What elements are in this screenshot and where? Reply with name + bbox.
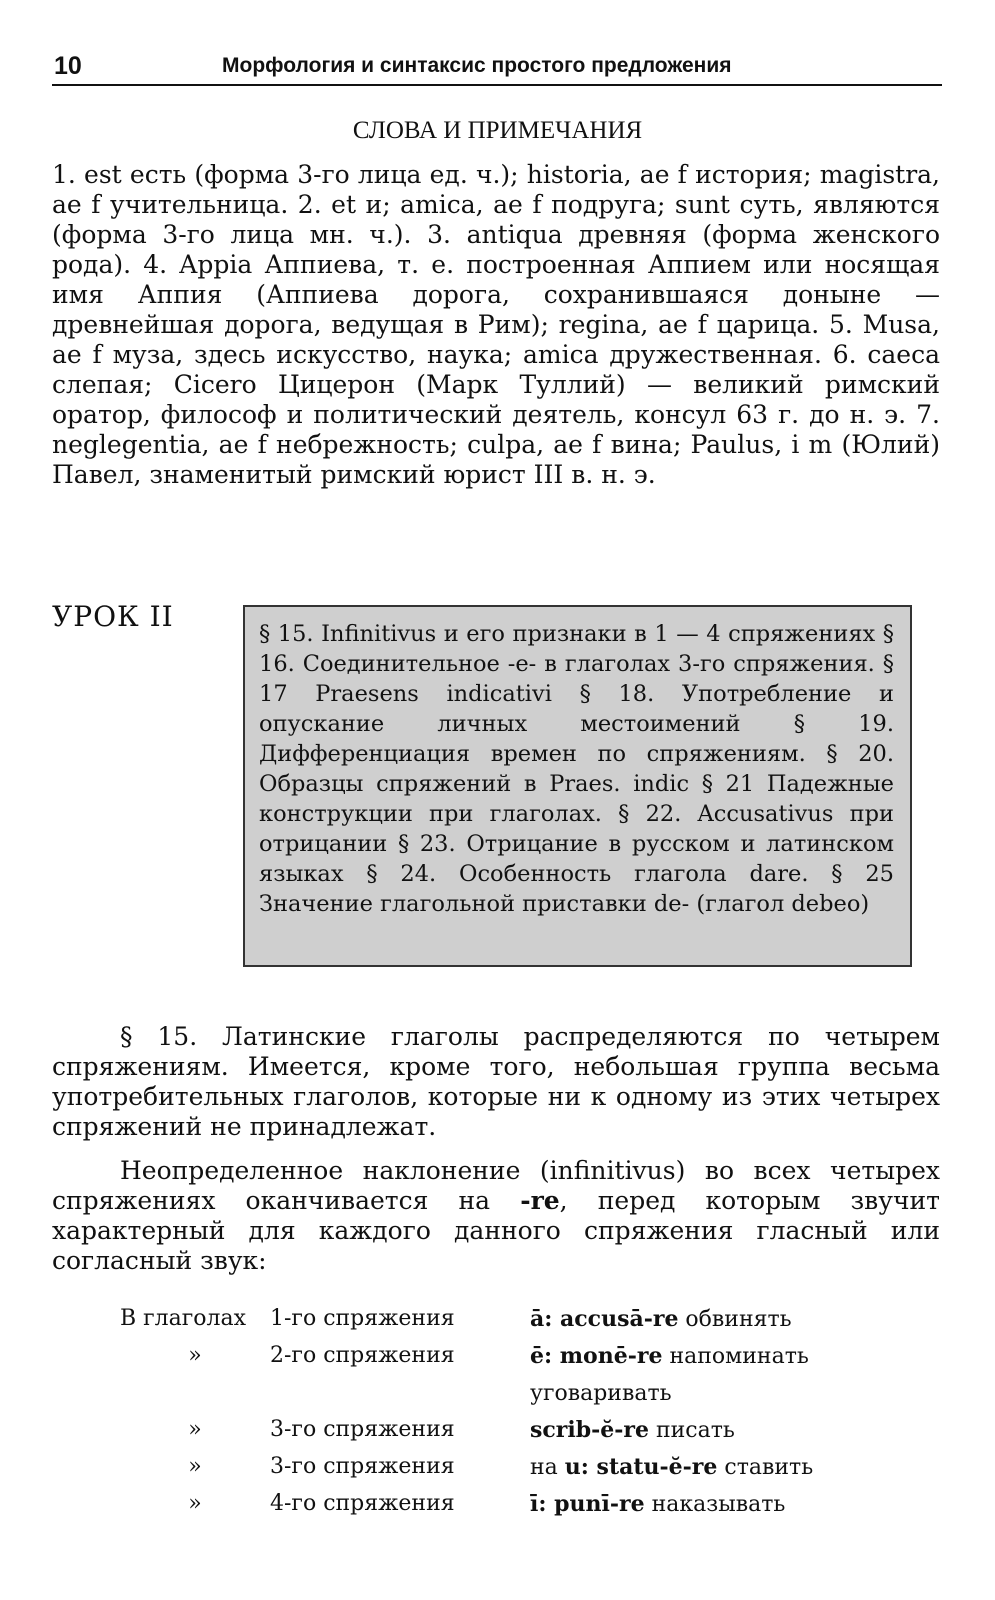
conj-row — [120, 1485, 870, 1522]
conj-name: 1-го спряжения — [270, 1306, 455, 1331]
conj-form: ē: monē-re — [530, 1342, 663, 1369]
conj-example — [530, 1300, 870, 1337]
conj-gloss: уговаривать — [530, 1380, 672, 1406]
conj-example — [530, 1485, 870, 1522]
conj-example: на u: statu-ĕ-re ставить — [530, 1453, 814, 1480]
conj-name: 2-го спряжения — [270, 1343, 455, 1368]
conj-form: u: statu-ĕ-re — [564, 1453, 718, 1480]
conj-lead: » — [188, 1491, 202, 1516]
conjugation-table — [120, 1300, 870, 1522]
conj-form: scrib-ĕ-re — [530, 1416, 649, 1443]
conj-row — [120, 1411, 870, 1448]
running-title: Морфология и синтаксис простого предложения — [222, 54, 732, 77]
conj-gloss: напоминать — [662, 1343, 809, 1369]
conj-form: ā: accusā-re — [530, 1305, 679, 1332]
conj-name: 3-го спряжения — [270, 1454, 455, 1479]
notes-title: СЛОВА И ПРИМЕЧАНИЯ — [352, 117, 643, 144]
lesson-topics: § 15. Infinitivus и его признаки в 1 — 4 спряжениях § 16. Соединительное -е- в глаголах 3-го спряжения. § 17 Praesens indicativi § 18. Употребление и опускание личных местоимений § 19. Дифференциация времен по спряжениям. § 20. Образцы спряжений в Praes. indic § 21 Падежные конструкции при глаголах. § 22. Accusativus при отрицании § 23. Отрицание в русском и латинском языках § 24. Особенность глагола dare. § 25 Значение глагольной приставки de- (глагол debeo) — [259, 621, 894, 917]
para2-text-1: Неопределенное наклонение (infinitivus) во всех четырех спряжениях оканчивается на — [52, 1156, 940, 1215]
conj-name — [270, 1374, 530, 1411]
lesson-title: УРОК II — [52, 600, 174, 633]
lesson-topics-box — [243, 605, 912, 967]
conj-row — [120, 1337, 870, 1374]
conj-lead: В глаголах — [120, 1306, 247, 1331]
conj-gloss: писать — [648, 1417, 735, 1443]
para2-text-2: , перед которым звучит характерный для каждого данного спряжения гласный или согласный звук: — [52, 1186, 940, 1275]
conj-row — [120, 1300, 870, 1337]
conj-name: 4-го спряжения — [270, 1491, 455, 1516]
paragraph-15: § 15. Латинские глаголы распределяются по четырем спряжениям. Имеется, кроме того, небольшая группа весьма употребительных глаголов, которые ни к одному из этих четырех спряжений не принадлежат. — [52, 1022, 940, 1141]
conj-lead — [120, 1374, 270, 1411]
conj-lead: » — [188, 1454, 202, 1479]
conj-gloss: обвинять — [678, 1306, 792, 1332]
para2-ending: -re — [520, 1186, 560, 1215]
conj-example — [530, 1411, 870, 1448]
page-header — [52, 52, 942, 86]
conj-lead: » — [188, 1417, 202, 1442]
conj-lead: » — [188, 1343, 202, 1368]
page-number: 10 — [54, 52, 82, 80]
notes-text: 1. est есть (форма 3-го лица ед. ч.); historia, ae f история; magistra, ae f учительница. 2. et и; amica, ae f подруга; sunt суть, являются (форма 3-го лица мн. ч.). 3. antiqua древняя (форма женского рода). 4. Appia Аппиева, т. е. построенная Аппием или носящая имя Аппия (Аппиева дорога, сохранившаяся доныне — древнейшая дорога, ведущая в Рим); regina, ae f царица. 5. Musa, ae f муза, здесь искусство, наука; amica дружественная. 6. caeca слепая; Cicero Цицерон (Марк Туллий) — великий римский оратор, философ и политический деятель, консул 63 г. до н. э. 7. neglegentia, ae f небрежность; culpa, ae f вина; Paulus, i m (Юлий) Павел, знаменитый римский юрист III в. н. э. — [52, 160, 940, 489]
conj-row — [120, 1374, 870, 1411]
conj-gloss: наказывать — [644, 1491, 786, 1517]
conj-row — [120, 1448, 870, 1485]
conj-name: 3-го спряжения — [270, 1417, 455, 1442]
conj-gloss: ставить — [717, 1454, 814, 1480]
paragraph-infinitive — [52, 1156, 940, 1276]
conj-example — [530, 1337, 870, 1374]
conj-example — [530, 1374, 870, 1411]
conj-form: ī: punī-re — [530, 1490, 645, 1517]
